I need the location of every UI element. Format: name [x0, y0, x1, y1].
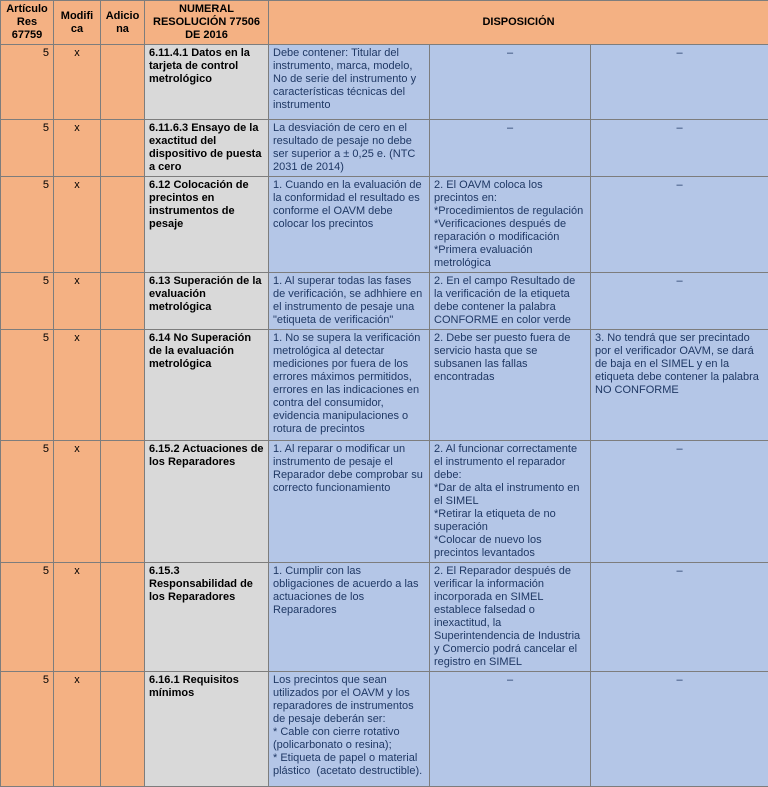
- disposicion-cell-2: 2. Al funcionar correctamente el instrumento el reparador debe: *Dar de alta el instrumento en el SIMEL *Retirar la etiqueta de no superación *Colocar de nuevo los precintos levantados: [430, 441, 591, 563]
- disposicion-cell-2: 2. Debe ser puesto fuera de servicio hasta que se subsanen las fallas encontradas: [430, 330, 591, 441]
- table-header-row: [1, 1, 768, 45]
- disposicion-cell-2: 2. El Reparador después de verificar la información incorporada en SIMEL establece falsedad o inexactitud, la Superintendencia de Industria y Comercio podrá cancelar el registro en SIMEL: [430, 563, 591, 672]
- modifica-cell: x: [54, 45, 101, 120]
- articulo-cell: 5: [1, 273, 54, 330]
- articulo-cell: 5: [1, 672, 54, 787]
- disposicion-cell-2: 2. En el campo Resultado de la verificación de la etiqueta debe contener la palabra CONFORME en color verde: [430, 273, 591, 330]
- adiciona-cell: [101, 441, 145, 563]
- disposicion-cell-1: 1. Cumplir con las obligaciones de acuerdo a las actuaciones de los Reparadores: [269, 563, 430, 672]
- numeral-cell: 6.13 Superación de la evaluación metrológica: [145, 273, 269, 330]
- articulo-cell: 5: [1, 120, 54, 177]
- header-modifica: Modifica: [54, 1, 101, 45]
- numeral-cell: 6.16.1 Requisitos mínimos: [145, 672, 269, 787]
- articulo-cell: 5: [1, 45, 54, 120]
- table-row: [1, 177, 768, 273]
- disposicion-cell-3: –: [591, 441, 768, 563]
- modifica-cell: x: [54, 441, 101, 563]
- header-adiciona: Adiciona: [101, 1, 145, 45]
- disposicion-cell-2: –: [430, 45, 591, 120]
- header-articulo: Artículo Res 67759: [1, 1, 54, 45]
- table-row: [1, 273, 768, 330]
- disposicion-cell-2: –: [430, 672, 591, 787]
- disposicion-cell-1: 1. Al superar todas las fases de verificación, se adhhiere en el instrumento de pesaje una "etiqueta de verificación": [269, 273, 430, 330]
- disposicion-cell-3: –: [591, 45, 768, 120]
- modifica-cell: x: [54, 672, 101, 787]
- articulo-cell: 5: [1, 563, 54, 672]
- table-row: [1, 441, 768, 563]
- header-numeral: NUMERAL RESOLUCIÓN 77506 DE 2016: [145, 1, 269, 45]
- adiciona-cell: [101, 273, 145, 330]
- table-row: [1, 563, 768, 672]
- disposicion-cell-3: –: [591, 177, 768, 273]
- adiciona-cell: [101, 45, 145, 120]
- numeral-cell: 6.11.6.3 Ensayo de la exactitud del dispositivo de puesta a cero: [145, 120, 269, 177]
- articulo-cell: 5: [1, 330, 54, 441]
- disposicion-cell-1: 1. No se supera la verificación metrológica al detectar mediciones por fuera de los errores máximos permitidos, errores en las indicaciones en contra del consumidor, evidencia manipulaciones o rotura de precintos: [269, 330, 430, 441]
- disposicion-cell-3: 3. No tendrá que ser precintado por el verificador OAVM, se dará de baja en el SIMEL y en la etiqueta debe contener la palabra NO CONFORME: [591, 330, 768, 441]
- disposicion-cell-3: –: [591, 273, 768, 330]
- adiciona-cell: [101, 563, 145, 672]
- disposicion-cell-3: –: [591, 563, 768, 672]
- disposicion-cell-2: –: [430, 120, 591, 177]
- articulo-cell: 5: [1, 177, 54, 273]
- numeral-cell: 6.11.4.1 Datos en la tarjeta de control metrológico: [145, 45, 269, 120]
- modifica-cell: x: [54, 120, 101, 177]
- table-row: [1, 120, 768, 177]
- adiciona-cell: [101, 120, 145, 177]
- disposicion-cell-2: 2. El OAVM coloca los precintos en: *Procedimientos de regulación *Verificaciones después de reparación o modificación *Primera evaluación metrológica: [430, 177, 591, 273]
- table-row: [1, 330, 768, 441]
- modifica-cell: x: [54, 330, 101, 441]
- disposicion-cell-1: La desviación de cero en el resultado de pesaje no debe ser superior a ± 0,25 e. (NTC 2031 de 2014): [269, 120, 430, 177]
- numeral-cell: 6.14 No Superación de la evaluación metrológica: [145, 330, 269, 441]
- disposicion-cell-1: Los precintos que sean utilizados por el OAVM y los reparadores de instrumentos de pesaje deberán ser: * Cable con cierre rotativo (policarbonato o resina); * Etiqueta de papel o material plástico (acetato destructible).: [269, 672, 430, 787]
- disposicion-cell-1: 1. Cuando en la evaluación de la conformidad el resultado es conforme el OAVM debe colocar los precintos: [269, 177, 430, 273]
- articulo-cell: 5: [1, 441, 54, 563]
- numeral-cell: 6.15.2 Actuaciones de los Reparadores: [145, 441, 269, 563]
- numeral-cell: 6.12 Colocación de precintos en instrumentos de pesaje: [145, 177, 269, 273]
- table-row: [1, 45, 768, 120]
- table-row: [1, 672, 768, 787]
- disposicion-cell-3: –: [591, 672, 768, 787]
- numeral-cell: 6.15.3 Responsabilidad de los Reparadores: [145, 563, 269, 672]
- adiciona-cell: [101, 330, 145, 441]
- disposicion-cell-3: –: [591, 120, 768, 177]
- modifica-cell: x: [54, 563, 101, 672]
- adiciona-cell: [101, 672, 145, 787]
- modifica-cell: x: [54, 177, 101, 273]
- adiciona-cell: [101, 177, 145, 273]
- disposicion-cell-1: Debe contener: Titular del instrumento, marca, modelo, No de serie del instrumento y características técnicas del instrumento: [269, 45, 430, 120]
- header-disposicion: DISPOSICIÓN: [269, 1, 768, 45]
- disposicion-cell-1: 1. Al reparar o modificar un instrumento de pesaje el Reparador debe comprobar su correcto funcionamiento: [269, 441, 430, 563]
- modifica-cell: x: [54, 273, 101, 330]
